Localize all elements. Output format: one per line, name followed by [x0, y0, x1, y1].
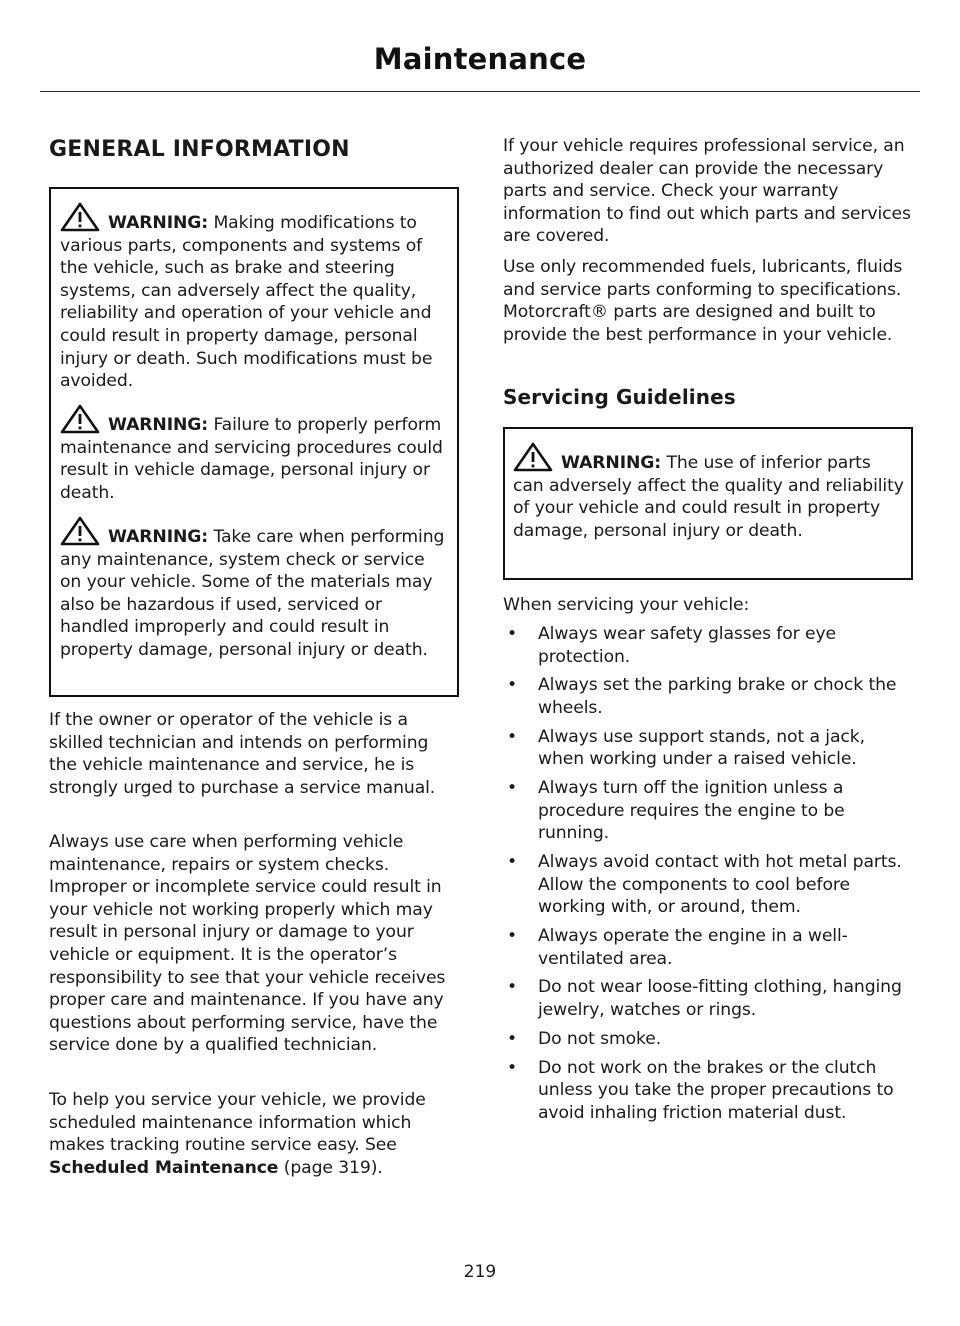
servicing-guidelines-list	[503, 623, 915, 1131]
list-item-text: Always set the parking brake or chock the wheels.	[538, 675, 897, 718]
list-item-text: Always use support stands, not a jack, when working under a raised vehicle.	[538, 726, 865, 770]
paragraph-when-servicing: When servicing your vehicle:	[503, 595, 750, 615]
warning-text: Failure to properly perform maintenance and servicing procedures could result in vehicle damage, personal injury or death.	[60, 415, 443, 503]
warning-label: WARNING:	[108, 415, 209, 435]
bullet: •	[507, 624, 518, 644]
section-title-general-information: GENERAL INFORMATION	[49, 137, 350, 162]
list-item-text: Do not wear loose-fitting clothing, hanging jewelry, watches or rings.	[538, 977, 902, 1021]
bullet: •	[507, 778, 518, 799]
list-item	[503, 851, 915, 919]
warning-label: WARNING:	[108, 527, 209, 547]
paragraph-skilled-technician: If the owner or operator of the vehicle is a skilled technician and intends on performing the vehicle maintenance and service, he is strongly urged to purchase a service manual.	[49, 710, 436, 798]
list-item-text: Always turn off the ignition unless a procedure requires the engine to be running.	[538, 778, 845, 844]
warning-label: WARNING:	[561, 453, 662, 473]
header-divider	[40, 91, 920, 92]
list-item	[503, 623, 915, 668]
list-item-text: Always operate the engine in a well-ventilated area.	[538, 926, 848, 969]
warning-box	[49, 187, 459, 697]
warning-triangle-icon	[60, 202, 100, 232]
bullet: •	[507, 1057, 518, 1078]
paragraph-recommended-fuels: Use only recommended fuels, lubricants, fluids and service parts conforming to specifications. Motorcraft® parts are designed and built to provide the best performance in your vehicle.	[503, 257, 903, 345]
section-title-servicing-guidelines: Servicing Guidelines	[503, 385, 736, 409]
list-item-text: Always wear safety glasses for eye protection.	[538, 624, 837, 667]
warning-text: Making modifications to various parts, components and systems of the vehicle, such as brake and steering systems, can adversely affect the quality, reliability and operation of your vehicle and could result in property damage, personal injury or death. Such modifications must be avoided.	[60, 213, 433, 392]
list-item	[503, 976, 915, 1021]
bullet: •	[507, 1028, 518, 1049]
warning-triangle-icon	[60, 516, 100, 546]
warning-modifications	[60, 202, 450, 393]
warning-box-servicing	[503, 427, 913, 580]
reference-text: To help you service your vehicle, we provide scheduled maintenance information which makes tracking routine service easy. See	[49, 1090, 426, 1156]
list-item-text: Do not work on the brakes or the clutch unless you take the proper precautions to avoid inhaling friction material dust.	[538, 1057, 894, 1123]
warning-maintenance-failure	[60, 404, 450, 504]
bullet: •	[507, 926, 518, 947]
page-header-title: Maintenance	[373, 42, 587, 76]
list-item-text: Always avoid contact with hot metal parts. Allow the components to cool before working with, or around, them.	[538, 852, 902, 918]
bullet: •	[507, 726, 518, 747]
list-item	[503, 1028, 915, 1051]
list-item	[503, 1057, 915, 1125]
bullet: •	[507, 977, 518, 998]
scheduled-maintenance-link[interactable]: Scheduled Maintenance	[49, 1157, 279, 1178]
bullet: •	[507, 675, 518, 696]
warning-triangle-icon	[513, 442, 553, 472]
warning-text: Take care when performing any maintenance, system check or service on your vehicle. Some of the materials may also be hazardous if used, serviced or handled improperly and could result in property damage, personal injury or death.	[60, 527, 445, 660]
warning-inferior-parts	[513, 442, 905, 542]
warning-text: The use of inferior parts can adversely affect the quality and reliability of your vehicle and could result in property damage, personal injury or death.	[513, 453, 904, 541]
paragraph-scheduled-maintenance-reference	[49, 1089, 461, 1179]
paragraph-professional-service: If your vehicle requires professional service, an authorized dealer can provide the necessary parts and service. Check your warranty information to find out which parts and services are covered.	[503, 136, 911, 247]
warning-take-care	[60, 516, 450, 662]
list-item-text: Do not smoke.	[538, 1028, 662, 1049]
bullet: •	[507, 852, 518, 873]
list-item	[503, 925, 915, 970]
page-number: 219	[463, 1262, 497, 1282]
list-item	[503, 674, 915, 719]
paragraph-always-use-care: Always use care when performing vehicle maintenance, repairs or system checks. Improper or incomplete service could result in your vehicle not working properly which may result in personal injury or damage to your vehicle or equipment. It is the operator’s responsibility to see that your vehicle receives proper care and maintenance. If you have any questions about performing service, have the service done by a qualified technician.	[49, 832, 446, 1056]
reference-page: (page 319).	[278, 1157, 383, 1178]
warning-label: WARNING:	[108, 213, 209, 233]
list-item	[503, 726, 915, 771]
warning-triangle-icon	[60, 404, 100, 434]
list-item	[503, 777, 915, 845]
